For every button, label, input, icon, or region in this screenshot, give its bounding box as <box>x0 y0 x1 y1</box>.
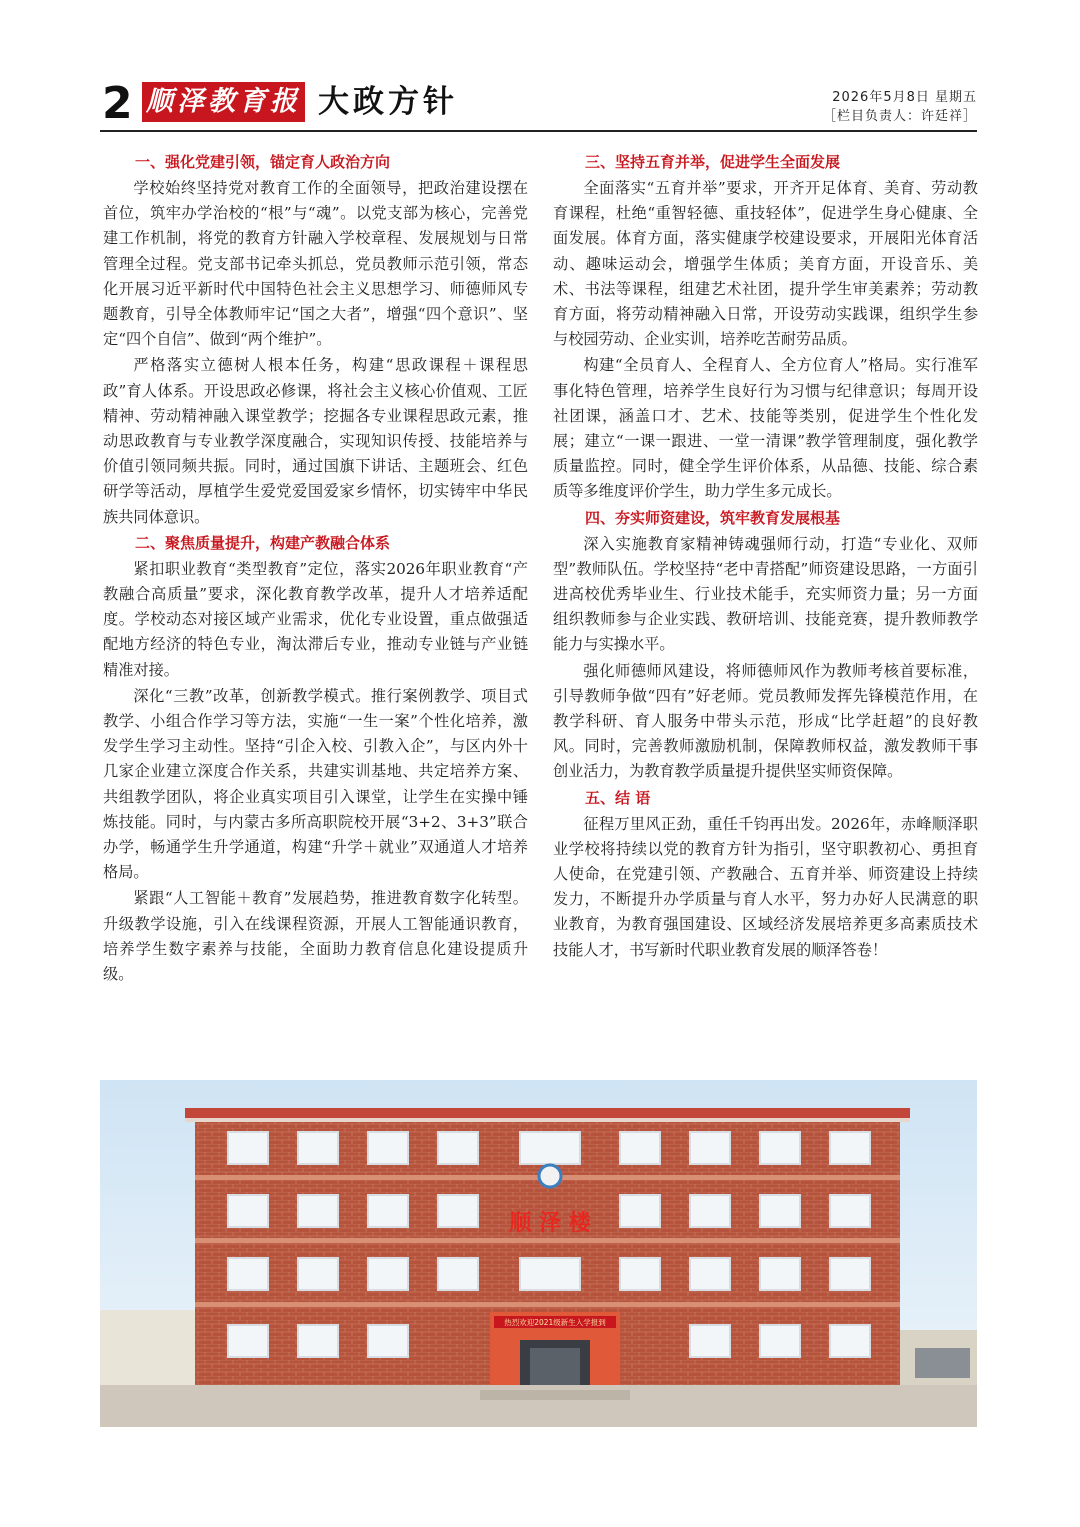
section-heading: 四、夯实师资建设，筑牢教育发展根基 <box>585 508 841 527</box>
section-heading: 五、结 语 <box>585 788 651 807</box>
paragraph: 紧跟“人工智能＋教育”发展趋势，推进教育数字化转型。升级教学设施，引入在线课程资源，开展人工智能通识教育，培养学生数字素养与技能，全面助力教育信息化建设提质升级。 <box>103 889 528 984</box>
newspaper-logo: 顺泽教育报 <box>142 82 305 122</box>
entrance-banner: 热烈欢迎2021级新生入学报到 <box>504 1318 606 1327</box>
column-editor: ［栏目负责人：许廷祥］ <box>822 109 977 124</box>
paragraph: 深化“三教”改革，创新教学模式。推行案例教学、项目式教学、小组合作学习等方法，实施“一生一案”个性化培养，激发学生学习主动性。坚持“引企入校、引教入企”，与区内外十几家企业建立深度合作关系，共建实训基地、共定培养方案、共组教学团队，将企业真实项目引入课堂，让学生在实操中锤炼技能。同时，与内蒙古多所高职院校开展“3+2、3+3”联合办学，畅通学生升学通道，构建“升学＋就业”双通道人才培养格局。 <box>103 686 528 882</box>
paragraph: 严格落实立德树人根本任务，构建“思政课程＋课程思政”育人体系。开设思政必修课，将社会主义核心价值观、工匠精神、劳动精神融入课堂教学；挖掘各专业课程思政元素，推动思政教育与专业教学深度融合，实现知识传授、技能培养与价值引领同频共振。同时，通过国旗下讲话、主题班会、红色研学等活动，厚植学生爱党爱国爱家乡情怀，切实铸牢中华民族共同体意识。 <box>103 356 528 526</box>
page-number: 2 <box>102 78 133 129</box>
header-rule <box>100 130 977 132</box>
left-column <box>103 150 528 988</box>
paragraph: 紧扣职业教育“类型教育”定位，落实2026年职业教育“产教融合高质量”要求，深化教育教学改革，提升人才培养适配度。学校动态对接区域产业需求，优化专业设置，重点做强适配地方经济的特色专业，淘汰滞后专业，推动专业链与产业链精准对接。 <box>103 559 528 679</box>
paragraph: 深入实施教育家精神铸魂强师行动，打造“专业化、双师型”教师队伍。学校坚持“老中青搭配”师资建设思路，一方面引进高校优秀毕业生、行业技术能手，充实师资力量；另一方面组织教师参与企业实践、教研培训、技能竞赛，提升教师教学能力与实操水平。 <box>553 534 978 654</box>
building-sign: 顺 泽 楼 <box>509 1211 591 1236</box>
section-heading: 一、强化党建引领，锚定育人政治方向 <box>135 153 391 171</box>
paragraph: 学校始终坚持党对教育工作的全面领导，把政治建设摆在首位，筑牢办学治校的“根”与“魂”。以党支部为核心，完善党建工作机制，将党的教育方针融入学校章程、发展规划与日常管理全过程。党支部书记牵头抓总，党员教师示范引领，常态化开展习近平新时代中国特色社会主义思想学习、师德师风专题教育，引导全体教师牢记“国之大者”，增强“四个意识”、坚定“四个自信”、做到“两个维护”。 <box>103 179 528 349</box>
school-emblem <box>539 1165 561 1187</box>
paragraph: 全面落实“五育并举”要求，开齐开足体育、美育、劳动教育课程，杜绝“重智轻德、重技轻体”，促进学生身心健康、全面发展。体育方面，落实健康学校建设要求，开展阳光体育活动、趣味运动会，增强学生体质；美育方面，开设音乐、美术、书法等课程，组建艺术社团，提升学生审美素养；劳动教育方面，将劳动精神融入日常，开设劳动实践课，组织学生参与校园劳动、企业实训，培养吃苦耐劳品质。 <box>553 179 978 349</box>
section-heading: 三、坚持五育并举，促进学生全面发展 <box>585 153 841 171</box>
school-building-photo <box>100 1080 977 1427</box>
right-column <box>553 150 978 964</box>
paragraph: 构建“全员育人、全程育人、全方位育人”格局。实行准军事化特色管理，培养学生良好行为习惯与纪律意识；每周开设社团课，涵盖口才、艺术、技能等类别，促进学生个性化发展；建立“一课一跟进、一堂一清课”教学管理制度，强化教学质量监控。同时，健全学生评价体系，从品德、技能、综合素质等多维度评价学生，助力学生多元成长。 <box>553 356 978 501</box>
paragraph: 征程万里风正劲，重任千钧再出发。2026年，赤峰顺泽职业学校将持续以党的教育方针为指引，坚守职教初心、勇担育人使命，在党建引领、产教融合、五育并举、师资建设上持续发力，不断提升办学质量与育人水平，努力办好人民满意的职业教育，为教育强国建设、区域经济发展培养更多高素质技术技能人才，书写新时代职业教育发展的顺泽答卷！ <box>553 814 978 959</box>
section-heading: 二、聚焦质量提升，构建产教融合体系 <box>135 533 391 552</box>
issue-date: 2026年5月8日 星期五 <box>832 90 977 105</box>
section-title: 大政方针 <box>318 84 458 120</box>
masthead <box>100 80 977 132</box>
paragraph: 强化师德师风建设，将师德师风作为教师考核首要标准，引导教师争做“四有”好老师。党员教师发挥先锋模范作用，在教学科研、育人服务中带头示范，形成“比学赶超”的良好教风。同时，完善教师激励机制，保障教师权益，激发教师干事创业活力，为教育教学质量提升提供坚实师资保障。 <box>553 661 978 781</box>
